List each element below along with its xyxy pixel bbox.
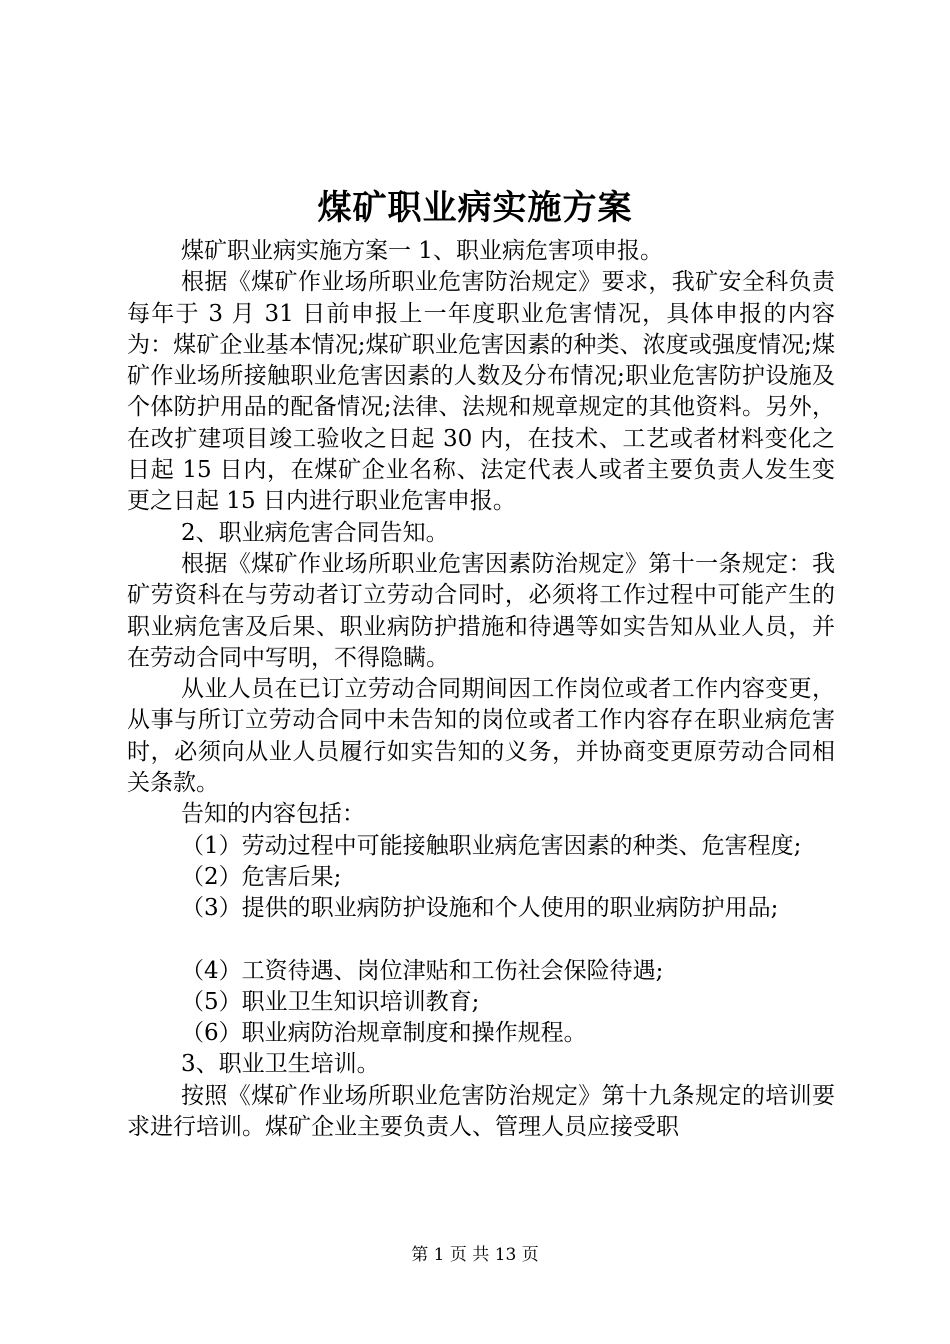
section-heading-training: 3、职业卫生培训。 (181, 1051, 380, 1078)
document-title: 煤矿职业病实施方案 (317, 188, 633, 228)
list-item-4: （4）工资待遇、岗位津贴和工伤社会保险待遇; (181, 957, 664, 984)
section-heading-contract: 2、职业病危害合同告知。 (181, 519, 449, 546)
paragraph-contract-rule: 根据《煤矿作业场所职业危害因素防治规定》第十一条规定：我矿劳资科在与劳动者订立劳动合同时，必须将工作过程中可能产生的职业病危害及后果、职业病防护措施和待遇等如实告知从业人员，并在劳动合同中写明，不得隐瞒。 (127, 550, 835, 671)
paragraph-training: 按照《煤矿作业场所职业危害防治规定》第十九条规定的培训要求进行培训。煤矿企业主要负责人、管理人员应接受职 (127, 1082, 835, 1141)
page-footer: 第 1 页 共 13 页 (411, 1245, 539, 1265)
list-item-6: （6）职业病防治规章制度和操作规程。 (181, 1020, 587, 1047)
list-item-5: （5）职业卫生知识培训教育; (181, 988, 480, 1015)
paragraph-notice-contents: 告知的内容包括： (181, 801, 365, 828)
paragraph-contract-change: 从业人员在已订立劳动合同期间因工作岗位或者工作内容变更，从事与所订立劳动合同中未告知的岗位或者工作内容存在职业病危害时，必须向从业人员履行如实告知的义务，并协商变更原劳动合同相关条款。 (127, 676, 835, 797)
paragraph-declaration: 根据《煤矿作业场所职业危害防治规定》要求，我矿安全科负责每年于 3 月 31 日前申报上一年度职业危害情况，具体申报的内容为：煤矿企业基本情况;煤矿职业危害因素的种类、浓度或强度情况;煤矿作业场所接触职业危害因素的人数及分布情况;职业危害防护设施及个体防护用品的配备情况;法律、法规和规章规定的其他资料。另外，在改扩建项目竣工验收之日起 30 内，在技术、工艺或者材料变化之日起 15 日内，在煤矿企业名称、法定代表人或者主要负责人发生变更之日起 15 日内进行职业危害申报。 (127, 269, 835, 515)
paragraph-intro: 煤矿职业病实施方案一 1、职业病危害项申报。 (181, 238, 663, 264)
list-item-2: （2）危害后果; (181, 863, 342, 890)
list-item-1: （1）劳动过程中可能接触职业病危害因素的种类、危害程度; (181, 832, 802, 859)
document-body (127, 236, 835, 1143)
list-item-3: （3）提供的职业病防护设施和个人使用的职业病防护用品; (181, 895, 779, 922)
blank-line (127, 925, 835, 956)
